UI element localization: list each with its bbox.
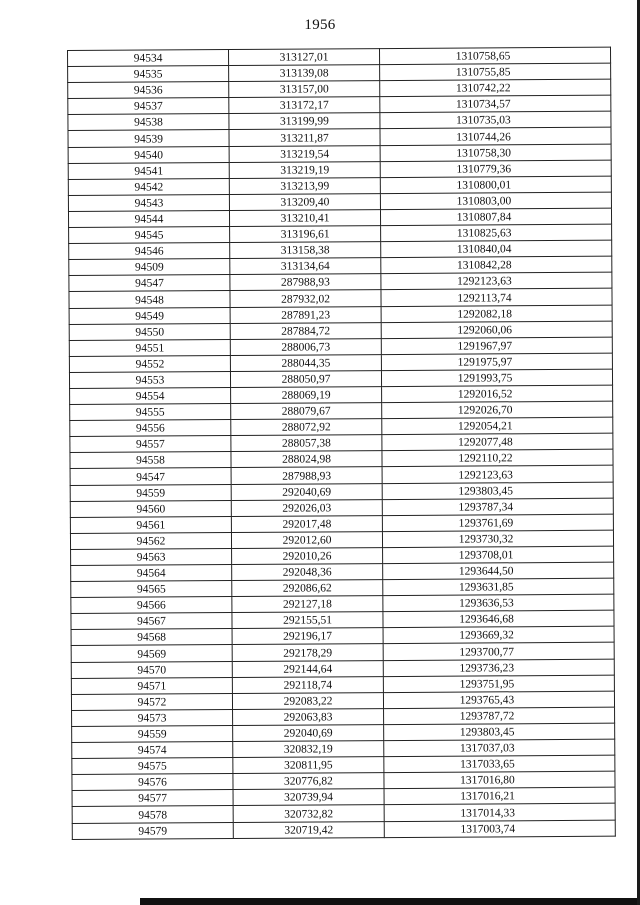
x-coordinate-cell: 292048,36 xyxy=(232,564,383,581)
x-coordinate-cell: 313219,19 xyxy=(229,161,380,178)
y-coordinate-cell: 1293636,53 xyxy=(383,594,614,612)
x-coordinate-cell: 292144,64 xyxy=(232,660,383,677)
point-number-cell: 94576 xyxy=(72,774,233,791)
scan-border-bottom xyxy=(140,898,640,905)
x-coordinate-cell: 320732,82 xyxy=(233,805,384,822)
y-coordinate-cell: 1310734,57 xyxy=(380,95,611,113)
x-coordinate-cell: 313157,00 xyxy=(229,81,380,98)
y-coordinate-cell: 1293761,69 xyxy=(382,514,613,532)
x-coordinate-cell: 287988,93 xyxy=(231,467,382,484)
y-coordinate-cell: 1293765,43 xyxy=(383,691,614,709)
y-coordinate-cell: 1292026,70 xyxy=(382,401,613,419)
point-number-cell: 94547 xyxy=(70,468,231,485)
point-number-cell: 94553 xyxy=(69,371,230,388)
x-coordinate-cell: 288024,98 xyxy=(231,451,382,468)
y-coordinate-cell: 1293631,85 xyxy=(383,578,614,596)
point-number-cell: 94569 xyxy=(71,645,232,662)
point-number-cell: 94579 xyxy=(72,822,233,839)
point-number-cell: 94573 xyxy=(72,709,233,726)
table-row xyxy=(72,820,615,839)
y-coordinate-cell: 1293803,45 xyxy=(382,482,613,500)
x-coordinate-cell: 292155,51 xyxy=(232,612,383,629)
x-coordinate-cell: 288057,38 xyxy=(231,435,382,452)
y-coordinate-cell: 1292123,63 xyxy=(382,466,613,484)
point-number-cell: 94562 xyxy=(70,532,231,549)
y-coordinate-cell: 1310800,01 xyxy=(380,176,611,194)
x-coordinate-cell: 292026,03 xyxy=(231,499,382,516)
point-number-cell: 94536 xyxy=(68,82,229,99)
x-coordinate-cell: 292040,69 xyxy=(231,483,382,500)
y-coordinate-cell: 1291967,97 xyxy=(381,337,612,355)
x-coordinate-cell: 320719,42 xyxy=(233,821,384,838)
x-coordinate-cell: 313209,40 xyxy=(229,193,380,210)
point-number-cell: 94535 xyxy=(68,66,229,83)
y-coordinate-cell: 1293646,68 xyxy=(383,610,614,628)
y-coordinate-cell: 1291975,97 xyxy=(381,353,612,371)
point-number-cell: 94555 xyxy=(70,404,231,421)
y-coordinate-cell: 1317037,03 xyxy=(384,739,615,757)
y-coordinate-cell: 1310735,03 xyxy=(380,112,611,130)
x-coordinate-cell: 292063,83 xyxy=(233,708,384,725)
y-coordinate-cell: 1310803,00 xyxy=(380,192,611,210)
y-coordinate-cell: 1292054,21 xyxy=(382,417,613,435)
point-number-cell: 94551 xyxy=(69,339,230,356)
point-number-cell: 94561 xyxy=(70,516,231,533)
x-coordinate-cell: 313127,01 xyxy=(229,49,380,66)
x-coordinate-cell: 292010,26 xyxy=(232,547,383,564)
point-number-cell: 94548 xyxy=(69,291,230,308)
point-number-cell: 94567 xyxy=(71,613,232,630)
x-coordinate-cell: 292083,22 xyxy=(232,692,383,709)
coordinates-table xyxy=(67,47,616,840)
x-coordinate-cell: 288006,73 xyxy=(230,338,381,355)
point-number-cell: 94552 xyxy=(69,355,230,372)
x-coordinate-cell: 292178,29 xyxy=(232,644,383,661)
y-coordinate-cell: 1317016,80 xyxy=(384,771,615,789)
point-number-cell: 94537 xyxy=(68,98,229,115)
y-coordinate-cell: 1310807,84 xyxy=(380,208,611,226)
point-number-cell: 94538 xyxy=(68,114,229,131)
point-number-cell: 94534 xyxy=(68,50,229,67)
x-coordinate-cell: 292086,62 xyxy=(232,580,383,597)
point-number-cell: 94572 xyxy=(71,693,232,710)
y-coordinate-cell: 1310825,63 xyxy=(381,224,612,242)
x-coordinate-cell: 313134,64 xyxy=(230,258,381,275)
y-coordinate-cell: 1292113,74 xyxy=(381,289,612,307)
y-coordinate-cell: 1293787,72 xyxy=(384,707,615,725)
y-coordinate-cell: 1293730,32 xyxy=(382,530,613,548)
x-coordinate-cell: 320832,19 xyxy=(233,741,384,758)
x-coordinate-cell: 287932,02 xyxy=(230,290,381,307)
x-coordinate-cell: 288050,97 xyxy=(230,370,381,387)
y-coordinate-cell: 1310742,22 xyxy=(380,79,611,97)
x-coordinate-cell: 313158,38 xyxy=(230,242,381,259)
point-number-cell: 94558 xyxy=(70,452,231,469)
y-coordinate-cell: 1310755,85 xyxy=(380,63,611,81)
point-number-cell: 94545 xyxy=(69,227,230,244)
point-number-cell: 94560 xyxy=(70,500,231,517)
point-number-cell: 94556 xyxy=(70,420,231,437)
x-coordinate-cell: 288069,19 xyxy=(231,387,382,404)
x-coordinate-cell: 288072,92 xyxy=(231,419,382,436)
x-coordinate-cell: 292012,60 xyxy=(231,531,382,548)
point-number-cell: 94540 xyxy=(68,146,229,163)
x-coordinate-cell: 292017,48 xyxy=(231,515,382,532)
x-coordinate-cell: 313213,99 xyxy=(229,177,380,194)
point-number-cell: 94549 xyxy=(69,307,230,324)
x-coordinate-cell: 313211,87 xyxy=(229,129,380,146)
x-coordinate-cell: 288044,35 xyxy=(230,354,381,371)
point-number-cell: 94541 xyxy=(68,162,229,179)
point-number-cell: 94571 xyxy=(71,677,232,694)
y-coordinate-cell: 1310758,65 xyxy=(379,47,610,65)
x-coordinate-cell: 288079,67 xyxy=(231,403,382,420)
x-coordinate-cell: 287988,93 xyxy=(230,274,381,291)
x-coordinate-cell: 320811,95 xyxy=(233,757,384,774)
point-number-cell: 94575 xyxy=(72,758,233,775)
y-coordinate-cell: 1293644,50 xyxy=(383,562,614,580)
y-coordinate-cell: 1292123,63 xyxy=(381,272,612,290)
y-coordinate-cell: 1317016,21 xyxy=(384,787,615,805)
y-coordinate-cell: 1292082,18 xyxy=(381,305,612,323)
y-coordinate-cell: 1293708,01 xyxy=(383,546,614,564)
x-coordinate-cell: 320776,82 xyxy=(233,773,384,790)
y-coordinate-cell: 1291993,75 xyxy=(381,369,612,387)
point-number-cell: 94546 xyxy=(69,243,230,260)
x-coordinate-cell: 313199,99 xyxy=(229,113,380,130)
point-number-cell: 94544 xyxy=(68,210,229,227)
y-coordinate-cell: 1293736,23 xyxy=(383,659,614,677)
point-number-cell: 94557 xyxy=(70,436,231,453)
y-coordinate-cell: 1310779,36 xyxy=(380,160,611,178)
x-coordinate-cell: 313172,17 xyxy=(229,97,380,114)
y-coordinate-cell: 1292077,48 xyxy=(382,433,613,451)
point-number-cell: 94564 xyxy=(71,565,232,582)
x-coordinate-cell: 292118,74 xyxy=(232,676,383,693)
x-coordinate-cell: 287884,72 xyxy=(230,322,381,339)
y-coordinate-cell: 1293751,95 xyxy=(383,675,614,693)
y-coordinate-cell: 1310758,30 xyxy=(380,144,611,162)
y-coordinate-cell: 1293669,32 xyxy=(383,627,614,645)
x-coordinate-cell: 313139,08 xyxy=(229,65,380,82)
point-number-cell: 94563 xyxy=(71,548,232,565)
y-coordinate-cell: 1310842,28 xyxy=(381,256,612,274)
point-number-cell: 94542 xyxy=(68,178,229,195)
y-coordinate-cell: 1317003,74 xyxy=(384,820,615,838)
point-number-cell: 94543 xyxy=(68,194,229,211)
y-coordinate-cell: 1310840,04 xyxy=(381,240,612,258)
point-number-cell: 94539 xyxy=(68,130,229,147)
point-number-cell: 94550 xyxy=(69,323,230,340)
x-coordinate-cell: 320739,94 xyxy=(233,789,384,806)
y-coordinate-cell: 1292016,52 xyxy=(382,385,613,403)
x-coordinate-cell: 292040,69 xyxy=(233,725,384,742)
point-number-cell: 94559 xyxy=(70,484,231,501)
x-coordinate-cell: 292127,18 xyxy=(232,596,383,613)
y-coordinate-cell: 1317033,65 xyxy=(384,755,615,773)
point-number-cell: 94554 xyxy=(70,387,231,404)
point-number-cell: 94568 xyxy=(71,629,232,646)
point-number-cell: 94570 xyxy=(71,661,232,678)
point-number-cell: 94577 xyxy=(72,790,233,807)
y-coordinate-cell: 1317014,33 xyxy=(384,804,615,822)
x-coordinate-cell: 292196,17 xyxy=(232,628,383,645)
y-coordinate-cell: 1292110,22 xyxy=(382,450,613,468)
coordinates-table-body xyxy=(68,47,616,839)
point-number-cell: 94574 xyxy=(72,742,233,759)
x-coordinate-cell: 287891,23 xyxy=(230,306,381,323)
point-number-cell: 94566 xyxy=(71,597,232,614)
y-coordinate-cell: 1310744,26 xyxy=(380,128,611,146)
point-number-cell: 94578 xyxy=(72,806,233,823)
coordinates-table-container xyxy=(67,50,611,840)
y-coordinate-cell: 1293803,45 xyxy=(384,723,615,741)
y-coordinate-cell: 1293787,34 xyxy=(382,498,613,516)
x-coordinate-cell: 313219,54 xyxy=(229,145,380,162)
point-number-cell: 94509 xyxy=(69,259,230,276)
x-coordinate-cell: 313196,61 xyxy=(230,226,381,243)
x-coordinate-cell: 313210,41 xyxy=(229,210,380,227)
page-number: 1956 xyxy=(304,17,336,33)
y-coordinate-cell: 1292060,06 xyxy=(381,321,612,339)
point-number-cell: 94559 xyxy=(72,725,233,742)
point-number-cell: 94565 xyxy=(71,581,232,598)
y-coordinate-cell: 1293700,77 xyxy=(383,643,614,661)
point-number-cell: 94547 xyxy=(69,275,230,292)
